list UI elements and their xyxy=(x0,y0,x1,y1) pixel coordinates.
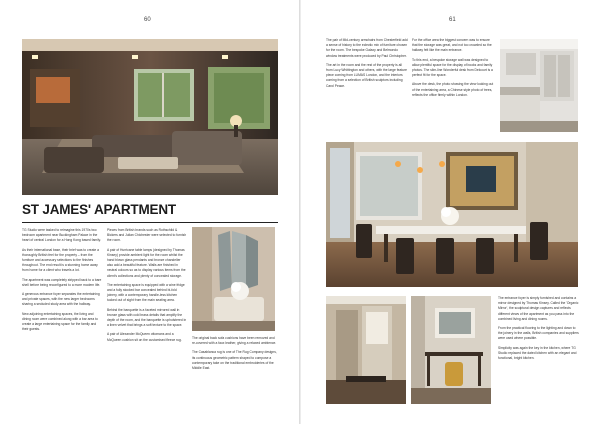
study-desk-photo xyxy=(411,296,491,404)
hallway-photo xyxy=(326,296,406,404)
paragraph: A pair of Alexander McQueen ottomans and a McQueen cushion sit on the customised fleece rug. xyxy=(107,332,182,342)
kitchen-photo xyxy=(500,39,578,132)
paragraph: A pair of Hurricane table lamps (designed by Thomas Kinsey) provide ambient light for the room whilst the hand blown glass pendants and bronze chandelier also add a beautiful feature. Walls are finished in neutral colours so as to display various items from the client's collections and plenty of concealed storage. xyxy=(107,247,186,278)
paragraph: To this end, a bespoke storage wall was designed to allow plentiful space for the display of books and family photos. The slim-line Wonderful desk from Delcourt is a perfect fit for the space. xyxy=(412,57,493,78)
paragraph: A generous entrance foyer separates the entertaining and private spaces, with the new larger bedrooms sharing a secluded study area with the hallway. xyxy=(22,292,100,307)
paragraph: For the office area the biggest concern was to ensure that the storage was great, and not too crowded so the hallway felt like the main entrance. xyxy=(412,38,492,53)
page-gutter xyxy=(299,0,301,424)
paragraph: From the practical flooring to the lighting and down to the joinery in the walls, British companies and suppliers were used where possible. xyxy=(498,326,579,341)
right-text-column-1 xyxy=(326,38,408,93)
article-title: ST JAMES' APARTMENT xyxy=(22,202,176,217)
right-text-column-2 xyxy=(412,38,494,102)
paragraph: Above the desk, the photo showing the view looking out of the entertaining area, a Chinese style photo of trees, reflects the office firmly within London. xyxy=(412,82,494,97)
left-text-column-2 xyxy=(107,228,187,347)
living-room-photo xyxy=(22,39,278,195)
left-text-column-3 xyxy=(192,336,278,375)
paragraph: The pair of Mid-century armchairs from Chesterfield add a sense of history to the eclectic mix of furniture chosen for the room. The bespoke Galaxy and Belmondo window treatments were produced by Paul Christopher. xyxy=(326,38,408,58)
title-rule xyxy=(22,222,278,223)
paragraph: Pieces from British brands such as Rothschild & Bickers and Julian Chichester were selected to furnish the room. xyxy=(107,228,187,243)
mirror-wall-photo xyxy=(192,227,275,331)
dining-room-photo xyxy=(326,142,578,287)
page-number-left: 60 xyxy=(144,17,151,23)
paragraph: TG Studio were tasked to reimagine this 1970s two bedroom apartment near Buckingham Palace in the heart of central London for a Hong Kong based family. xyxy=(22,228,101,243)
paragraph: The entrance foyer is simply furnished and contains a mirror designed by Thomas Kinsey. Called the 'Organic Mirror', the sculptural design captures and reflects different views of the apartment as you pass into the combined living and dining rooms. xyxy=(498,296,579,321)
paragraph: The art in the room and the rest of the property is all from Lucy Whittington and others, with the large feature piece coming from LUMAS London, and the interiors coming from a selection of British sculptors including Carol Peace. xyxy=(326,62,407,88)
paragraph: Behind the banquette is a faceted mirrored wall in bronze glass with cold brass details that amplify the depth of the room, and the banquette is upholstered in a linen velvet that brings a soft texture to the space. xyxy=(107,307,187,328)
paragraph: The apartment was completely stripped back to a bare shell before being reconfigured to a more modern life. xyxy=(22,277,102,287)
paragraph: As their international base, their brief was to create a thoroughly British feel for the property – from the furniture and accessory selections to the finishes throughout. The end result is a stunning home away from home for a client who travels a lot. xyxy=(22,247,99,273)
paragraph: The entertaining space is equipped with a wine fridge and a fully stocked bar concealed behind bi-fold joinery, with a contemporary handle-less kitchen tucked out of sight from the main seating area. xyxy=(107,282,185,303)
left-text-column-1 xyxy=(22,228,102,336)
paragraph: Simplicity was again the key in the kitchen, where TG Studio replaced the dated kitchen with an elegant and functional, bright kitchen. xyxy=(498,345,577,361)
page-number-right: 61 xyxy=(449,17,456,23)
right-text-column-3 xyxy=(498,296,580,365)
paragraph: The original back sofa cushions have been removed and re-covered with a faux leather, giving a relaxed ambience. xyxy=(192,336,277,346)
paragraph: New adjoining entertaining spaces, the living and dining room were combined along with a bar area to create a large entertaining space for the family and their guests. xyxy=(22,311,98,332)
paragraph: The Casablanca rug is one of The Rug Company designs, its continuous geometric pattern shaped to compose a contemporary take on the traditional embroideries of the Middle East. xyxy=(192,350,277,371)
